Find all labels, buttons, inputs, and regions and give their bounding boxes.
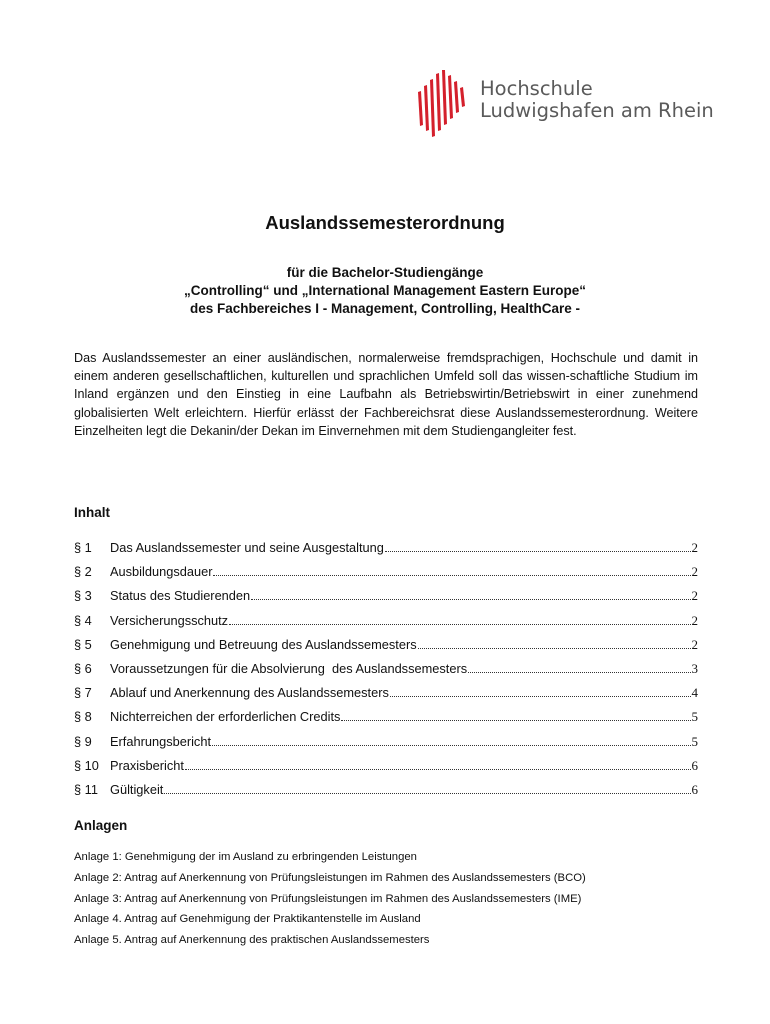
toc-entry-page: 6	[691, 781, 698, 797]
toc-entry-page: 3	[691, 660, 698, 676]
toc-entry-number: § 6	[74, 660, 92, 676]
toc-leader-dots	[213, 574, 690, 576]
toc-entry-title: Das Auslandssemester und seine Ausgestaltung	[110, 540, 384, 555]
toc-leader-dots	[468, 671, 690, 673]
anlage-item: Anlage 5. Antrag auf Anerkennung des praktischen Auslandssemesters	[74, 934, 430, 947]
anlage-item: Anlage 1: Genehmigung der im Ausland zu erbringenden Leistungen	[74, 851, 417, 863]
toc-entry-title: Genehmigung und Betreuung des Auslandssemesters	[110, 636, 417, 652]
toc-leader-dots	[251, 598, 690, 600]
subtitle-line-3: des Fachbereiches I - Management, Controlling, HealthCare -	[189, 301, 581, 316]
toc-entry[interactable]	[74, 564, 698, 588]
toc-entry-title: Nichterreichen der erforderlichen Credits	[110, 709, 341, 725]
toc-entry-number: § 8	[74, 709, 92, 725]
toc-entry-title: Versicherungsschutz	[110, 612, 229, 628]
toc-entry-title: Ausbildungsdauer	[110, 564, 213, 580]
toc-entry[interactable]	[74, 540, 698, 564]
toc-entry-page: 5	[691, 709, 698, 725]
toc-entry-number: § 7	[74, 685, 92, 701]
toc-entry[interactable]	[74, 613, 698, 637]
anlagen-list	[74, 851, 586, 955]
toc-leader-dots	[229, 623, 690, 625]
toc-entry-page: 6	[691, 757, 698, 773]
toc-entry-number: § 2	[74, 564, 92, 580]
toc-entry[interactable]	[74, 782, 698, 806]
toc-entry[interactable]	[74, 709, 698, 733]
toc-entry-number: § 9	[74, 733, 92, 749]
toc-entry-title: Erfahrungsbericht	[110, 733, 212, 749]
toc-entry-number: § 5	[74, 636, 92, 652]
toc-entry[interactable]	[74, 588, 698, 612]
toc-leader-dots	[418, 647, 691, 649]
toc-entry-title: Status des Studierenden	[110, 588, 251, 604]
toc-entry[interactable]	[74, 637, 698, 661]
toc-leader-dots	[185, 768, 691, 770]
logo-line-1: Hochschule	[480, 77, 593, 100]
subtitle-line-1: für die Bachelor-Studiengänge	[286, 265, 484, 280]
toc-entry-title: Gültigkeit	[110, 781, 164, 797]
toc-entry-number: § 4	[74, 612, 92, 628]
toc-entry[interactable]	[74, 734, 698, 758]
toc-entry-number: § 3	[74, 588, 92, 604]
toc-entry[interactable]	[74, 685, 698, 709]
toc-entry-page: 2	[691, 540, 698, 555]
intro-paragraph: Das Auslandssemester an einer ausländischen, normalerweise fremdsprachigen, Hochschule und damit in einem anderen gesellschaftlichen, kulturellen und sprachlichen Umfeld soll das wissen-schaftliche Studium im Inland ergänzen und den Einstieg in eine Laufbahn als Betriebswirtin/Betriebswirt in einer zunehmend globalisierten Welt erleichtern. Hierfür erlässt der Fachbereichsrat diese Auslandssemesterordnung. Weitere Einzelheiten legt die Dekanin/der Dekan im Einvernehmen mit dem Studiengangleiter fest.	[74, 351, 698, 438]
anlage-item: Anlage 4. Antrag auf Genehmigung der Praktikantenstelle im Ausland	[74, 913, 421, 926]
anlagen-heading: Anlagen	[74, 818, 128, 833]
toc-entry-page: 5	[691, 733, 698, 749]
toc-leader-dots	[212, 744, 690, 746]
toc-heading: Inhalt	[74, 505, 110, 520]
toc-entry-page: 2	[691, 636, 698, 652]
toc-leader-dots	[390, 695, 691, 697]
logo-mark-icon	[416, 70, 476, 140]
toc-entry-number: § 10	[74, 757, 99, 773]
toc-entry-title: Praxisbericht	[110, 757, 184, 773]
document-title: Auslandssemesterordnung	[265, 212, 505, 233]
subtitle-line-2: „Controlling“ und „International Management Eastern Europe“	[183, 283, 587, 298]
toc-entry-page: 4	[691, 685, 698, 701]
toc-entry-page: 2	[691, 588, 698, 604]
toc-entry-page: 2	[691, 564, 698, 580]
toc-leader-dots	[164, 792, 690, 794]
toc-leader-dots	[385, 550, 691, 552]
toc-leader-dots	[341, 719, 690, 721]
toc-entry-number: § 11	[74, 781, 98, 797]
logo-line-2: Ludwigshafen am Rhein	[480, 99, 714, 122]
anlage-item: Anlage 2: Antrag auf Anerkennung von Prüfungsleistungen im Rahmen des Auslandssemesters (BCO)	[74, 871, 586, 884]
table-of-contents	[74, 540, 698, 806]
toc-entry-number: § 1	[74, 540, 92, 555]
toc-entry-title: Ablauf und Anerkennung des Auslandssemesters	[110, 685, 389, 701]
toc-entry-title: Voraussetzungen für die Absolvierung des Auslandssemesters	[110, 660, 468, 676]
toc-entry[interactable]	[74, 758, 698, 782]
logo-text	[480, 78, 714, 122]
toc-entry[interactable]	[74, 661, 698, 685]
toc-entry-page: 2	[691, 612, 698, 628]
university-logo	[416, 70, 716, 140]
anlage-item: Anlage 3: Antrag auf Anerkennung von Prüfungsleistungen im Rahmen des Auslandssemesters (IME)	[74, 892, 582, 905]
